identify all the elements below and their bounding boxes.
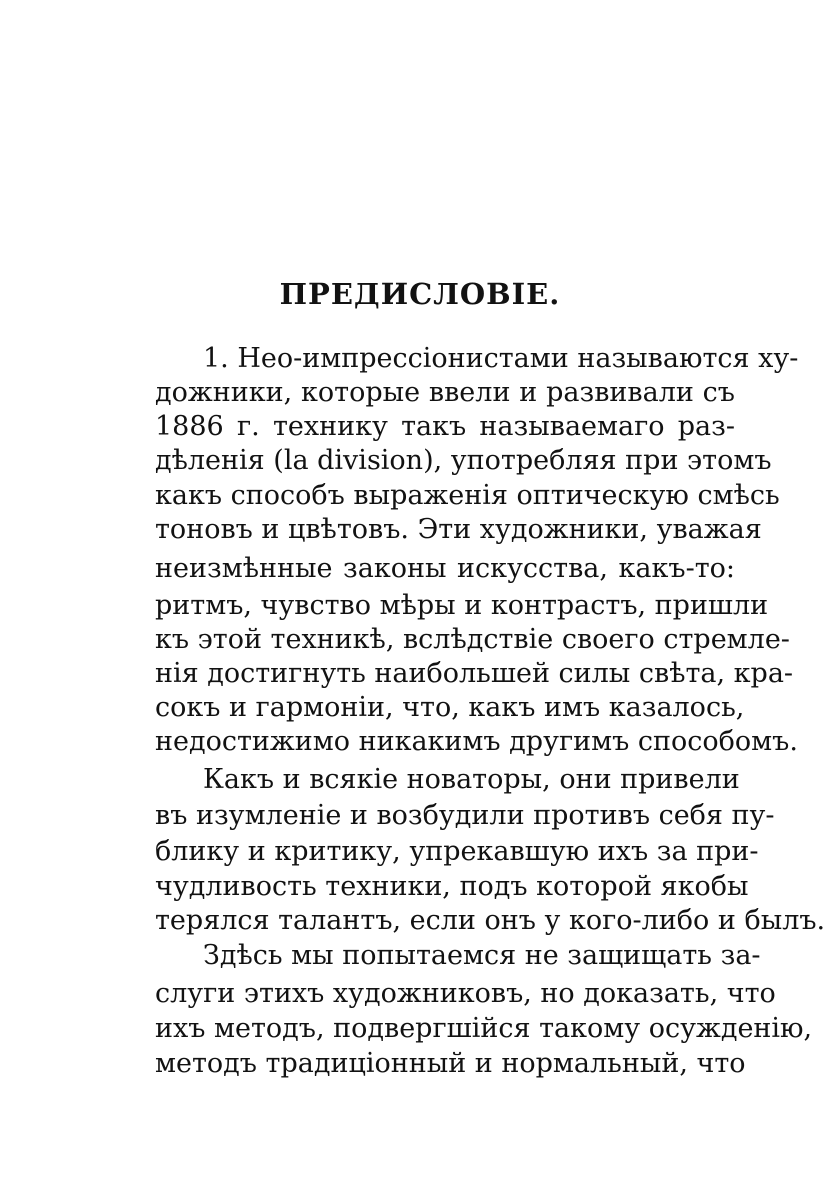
text-line: чудливость техники, подъ которой якобы	[155, 871, 749, 902]
text-line: сокъ и гармоніи, что, какъ имъ казалось,	[155, 692, 745, 723]
text-line: слуги этихъ художниковъ, но доказать, что	[155, 978, 776, 1009]
text-line: недостижимо никакимъ другимъ способомъ.	[155, 726, 798, 757]
text-line: неизмѣнные законы искусства, какъ-то:	[155, 553, 735, 584]
text-line: Здѣсь мы попытаемся не защищать за-	[203, 940, 761, 971]
text-line: нія достигнуть наибольшей силы свѣта, кра-	[155, 658, 794, 689]
text-line: терялся талантъ, если онъ у кого-либо и былъ.	[155, 905, 826, 936]
text-line: ихъ методъ, подвергшійся такому осужденію,	[155, 1013, 813, 1044]
text-line: блику и критику, упрекавшую ихъ за при-	[155, 836, 759, 867]
text-line: дѣленія (la division), употребляя при этомъ	[155, 445, 772, 476]
text-line: какъ способъ выраженія оптическую смѣсь	[155, 480, 780, 511]
text-line: дожники, которые ввели и развивали съ	[155, 377, 735, 408]
text-line: Какъ и всякіе новаторы, они привели	[203, 764, 740, 795]
text-line: методъ традиціонный и нормальный, что	[155, 1048, 746, 1079]
text-line: ритмъ, чувство мѣры и контрастъ, пришли	[155, 590, 769, 621]
text-line: въ изумленіе и возбудили противъ себя пу-	[155, 800, 775, 831]
text-line: 1886 г. технику такъ называемаго раз-	[155, 411, 735, 442]
page-title: ПРЕДИСЛОВІЕ.	[279, 277, 561, 311]
text-line: къ этой техникѣ, вслѣдствіе своего стремле-	[155, 624, 790, 655]
text-line: 1. Нео-импрессіонистами называются ху-	[203, 343, 799, 374]
text-line: тоновъ и цвѣтовъ. Эти художники, уважая	[155, 514, 762, 545]
